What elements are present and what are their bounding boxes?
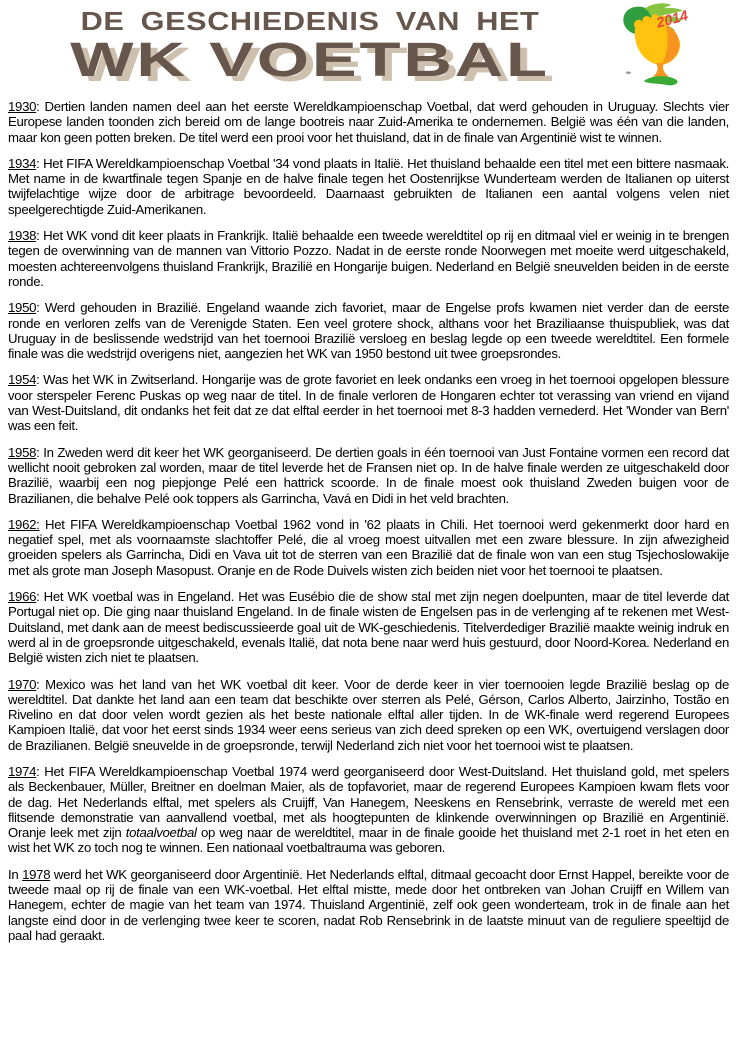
body-text: : Het FIFA Wereldkampioenschap Voetbal '34 vond plaats in Italië. Het thuisland behaalde een titel met een bittere nasmaak. Met name in de kwartfinale tegen Spanje en de halve finale tegen het Oostenrijkse Wunderteam werden de Italianen op uiterst twijfelachtige wijze door de arbitrage bevoordeeld. Daarnaast gebruikten de Italianen een aantal volgens velen niet speelgerechtigde Zuid-Amerikanen. [8,155,729,217]
body-text: In [8,866,23,882]
body-text: Het FIFA Wereldkampioenschap Voetbal 1962 vond in '62 plaats in Chili. Het toernooi werd gekenmerkt door hard en negatief spel, met als voornaamste slachtoffer Pelé, die al vroeg moest uitvallen met een zware blessure. In zijn afwezigheid groeiden spelers als Garrincha, Didi en Vava uit tot de sterren van een Brazilië dat de finale won van een stug Tsjechoslowakije met als grote man Joseph Masopust. Oranje en de Rode Duivels wisten zich beiden niet voor het toernooi te plaatsen. [8,516,729,578]
year-label-1966: 1966 [8,589,37,605]
title-block [8,6,612,87]
body-text: : Was het WK in Zwitserland. Hongarije was de grote favoriet en leek ondanks een vroeg in het toernooi opgelopen blessure voor sterspeler Ferenc Puskas op weg naar de titel. In de finale verloren de Hongaren echter tot verassing van vriend en vijand van West-Duitsland, dit ondanks het feit dat ze dat elftal eerder in het toernooi met 8-3 hadden vernederd. Het 'Wonder van Bern' was een feit. [8,372,729,434]
paragraph-1970 [8,677,729,753]
paragraph-1966 [8,589,729,665]
year-label-1934: 1934 [8,155,37,171]
year-label-1930: 1930 [8,99,37,114]
year-label-1962: 1962: [8,516,40,532]
year-label-1958: 1958 [8,444,37,460]
paragraph-1938 [8,228,729,289]
paragraph-1954 [8,372,729,433]
logo-trophy-stem [651,63,670,78]
body-text: : Werd gehouden in Brazilië. Engeland waande zich favoriet, maar de Engelse profs kwamen niet verder dan de eerste ronde en verloren zelfs van de Verenigde Staten. Een veel grotere shock, althans voor het Braziliaanse thuispubliek, was dat Uruguay in de beslissende wedstrijd van het toernooi Brazilië versloeg en beslag legde op een tweede wereldtitel. Een formele finale was die wedstrijd overigens niet, aangezien het WK van 1950 bestond uit twee groepsrondes. [8,300,729,362]
page-title: WK VOETBAL [70,34,550,87]
body-text: : Mexico was het land van het WK voetbal dit keer. Voor de derde keer in vier toernooien legde Brazilië beslag op de wereldtitel. Dat dankte het land aan een team dat beschikte over sterren als Pelé, Gérson, Carlos Alberto, Jairzinho, Tostão en Rivelino en dat door velen wordt gezien als het beste nationale elftal aller tijden. In de WK-finale werd regerend Europees Kampioen Italië, dat voor het eerst sinds 1934 weer eens serieus van zich deed spreken op een WK, overtuigend verslagen door de Brazilianen. België sneuvelde in de groepsronde, terwijl Nederland zich niet voor het toernooi wist te plaatsen. [8,676,729,753]
paragraph-1962 [8,517,729,578]
year-label-1974: 1974 [8,763,37,779]
year-label-1950: 1950 [8,300,37,316]
paragraph-1958 [8,445,729,506]
body-text: : Het FIFA Wereldkampioenschap Voetbal 1974 werd georganiseerd door West-Duitsland. Het thuisland gold, met spelers als Beckenbauer, Müller, Breitner en doelman Maier, als de topfavoriet, maar de regerend Europees Kampioen kwam flets voor de dag. Het Nederlands elftal, met spelers als Cruijff, Van Hanegem, Neeskens en Rensebrink, verraste de wereld met een flitsende demonstratie van aanvallend voetbal, met als hoogtepunten de klinkende overwinningen op Brazilië en Argentinië. Oranje leek met zijn [8,763,729,841]
year-label-1970: 1970 [8,676,37,692]
paragraph-1930 [8,99,729,145]
year-label-1978: 1978 [22,866,51,882]
page-header [0,0,737,97]
emphasis-text: totaalvoetbal [125,825,197,841]
body-text: : In Zweden werd dit keer het WK georganiseerd. De dertien goals in één toernooi van Just Fontaine vormen een record dat wellicht nooit gebroken zal worden, maar de titel leverde het de Fransen niet op. In de halve finale werden ze uitgeschakeld door Brazilië, waarbij een nog piepjonge Pelé een hattrick scoorde. In de finale moest ook thuisland Zweden buigen voor de Brazilianen, die behalve Pelé ook toppers als Garrincha, Vavá en Didi in het veld brachten. [8,444,729,506]
article [0,97,737,943]
paragraph-1974 [8,764,729,856]
body-text: : Dertien landen namen deel aan het eerste Wereldkampioenschap Voetbal, dat werd gehouden in Uruguay. Slechts vier Europese landen toonden zich bereid om de lange bootreis naar Zuid-Amerika te ondernemen. België was één van die landen, maar kon geen potten breken. De titel werd een prooi voor het thuisland, dat in de finale van Argentinië wist te winnen. [8,99,729,145]
world-cup-2014-logo [616,2,702,88]
logo-trophy-base [644,76,678,85]
year-label-1954: 1954 [8,372,37,388]
paragraph-1950 [8,300,729,361]
body-text: op weg naar de wereldtitel, maar in de finale gooide het thuisland met 2-1 roet in het eten en wist het WK zo toch nog te winnen. Een nationaal voetbaltrauma was geboren. [8,825,729,856]
paragraph-1978 [8,867,729,943]
year-label-1938: 1938 [8,228,37,244]
body-text: werd het WK georganiseerd door Argentinië. Het Nederlands elftal, ditmaal gecoacht door Ernst Happel, bereikte voor de tweede maal op rij de finale van een WK-voetbal. Het elftal mistte, mede door het ontbreken van Johan Cruijff en Willem van Hanegem, echter de magie van het team van 1974. Thuisland Argentinië, zelf ook geen wonderteam, trok in de finale aan het langste eind door in de verlenging twee keer te scoren, nadat Rob Rensebrink in de laatste minuut van de reguliere speeltijd de paal had geraakt. [8,866,729,943]
page-title-subtitle: DE GESCHIEDENIS VAN HET [80,6,540,36]
logo-year-text: 2014 [654,7,690,32]
paragraph-1934 [8,156,729,217]
body-text: : Het WK vond dit keer plaats in Frankrijk. Italië behaalde een tweede wereldtitel op rij en ditmaal viel er weinig in te brengen tegen de overwinning van de mannen van Vittorio Pozzo. Nadat in de eerste ronde Noorwegen met moeite werd uitgeschakeld, moesten achtereenvolgens thuisland Frankrijk, Brazilië en Hongarije buigen. Nederland en België sneuvelden beiden in de eerste ronde. [8,228,729,289]
body-text: : Het WK voetbal was in Engeland. Het was Eusébio die de show stal met zijn negen doelpunten, maar de titel leverde dat Portugal niet op. Die ging naar thuisland Engeland. In de finale wisten de Engelsen pas in de verlenging af te rekenen met West-Duitsland, met dank aan de meest bediscussieerde goal uit de WK-geschiedenis. Titelverdediger Brazilië maakte weinig indruk en werd al in de groepsronde uitgeschakeld, evenals Italië, dat nota bene naar werd huis gestuurd, door Noord-Korea. Nederland en België wisten zich niet te plaatsen. [8,589,729,666]
logo-small-mark [626,71,632,74]
